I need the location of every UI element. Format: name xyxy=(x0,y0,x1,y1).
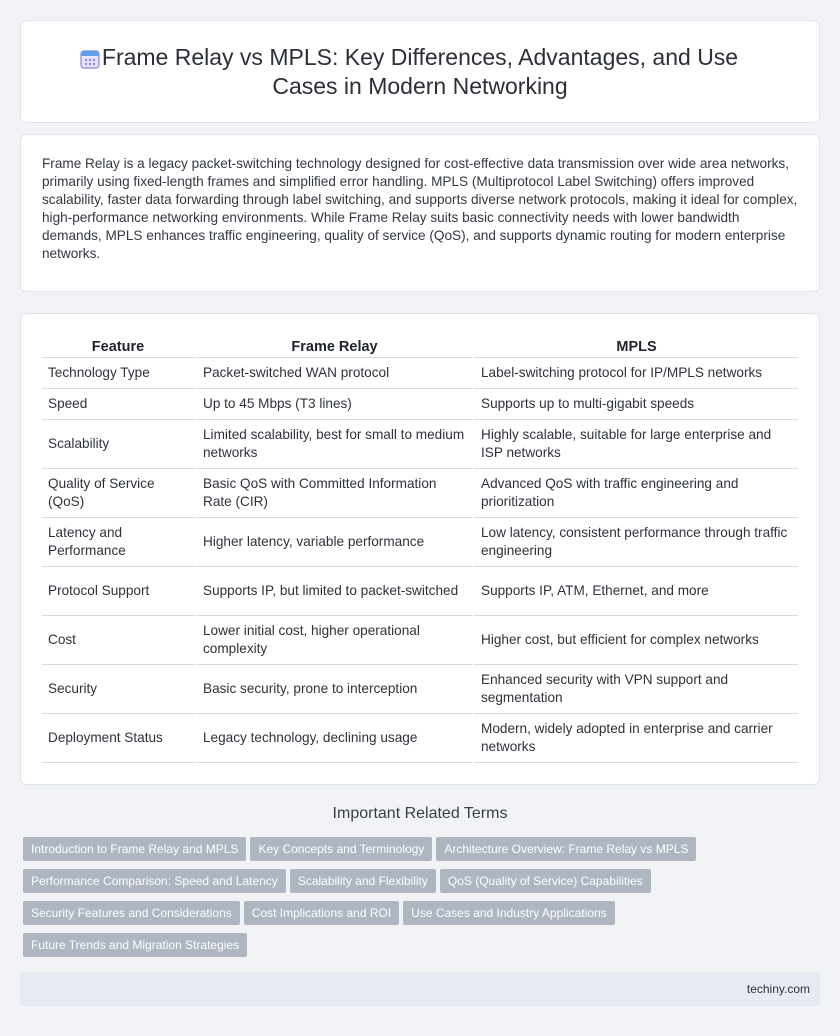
feature-cell: Technology Type xyxy=(42,358,194,389)
related-term-tag[interactable]: Scalability and Flexibility xyxy=(290,869,436,893)
column-header-feature: Feature xyxy=(42,334,194,358)
related-term-tag[interactable]: Key Concepts and Terminology xyxy=(250,837,432,861)
table-row xyxy=(42,665,798,714)
mpls-cell: Enhanced security with VPN support and segmentation xyxy=(472,665,798,714)
table-row xyxy=(42,714,798,763)
mpls-cell: Advanced QoS with traffic engineering and prioritization xyxy=(472,469,798,518)
feature-cell: Quality of Service (QoS) xyxy=(42,469,194,518)
mpls-cell: Low latency, consistent performance through traffic engineering xyxy=(472,518,798,567)
frame-relay-cell: Basic security, prone to interception xyxy=(194,665,472,714)
frame-relay-cell: Limited scalability, best for small to medium networks xyxy=(194,420,472,469)
comparison-table-card xyxy=(20,313,820,785)
mpls-cell: Supports up to multi-gigabit speeds xyxy=(472,389,798,420)
feature-cell: Latency and Performance xyxy=(42,518,194,567)
table-row xyxy=(42,616,798,665)
table-row xyxy=(42,420,798,469)
related-term-tag[interactable]: Architecture Overview: Frame Relay vs MPLS xyxy=(436,837,696,861)
frame-relay-cell: Packet-switched WAN protocol xyxy=(194,358,472,389)
frame-relay-cell: Higher latency, variable performance xyxy=(194,518,472,567)
table-row xyxy=(42,518,798,567)
frame-relay-cell: Lower initial cost, higher operational complexity xyxy=(194,616,472,665)
frame-relay-cell: Basic QoS with Committed Information Rate (CIR) xyxy=(194,469,472,518)
feature-cell: Scalability xyxy=(42,420,194,469)
column-header-frame-relay: Frame Relay xyxy=(194,334,472,358)
related-term-tag[interactable]: Security Features and Considerations xyxy=(23,901,240,925)
table-row xyxy=(42,358,798,389)
page-title: Frame Relay vs MPLS: Key Differences, Advantages, and Use Cases in Modern Networking xyxy=(101,44,739,99)
mpls-cell: Modern, widely adopted in enterprise and carrier networks xyxy=(472,714,798,763)
table-row xyxy=(42,469,798,518)
related-terms-heading: Important Related Terms xyxy=(332,805,508,822)
footer xyxy=(20,972,820,1006)
related-term-tag[interactable]: Future Trends and Migration Strategies xyxy=(23,933,247,957)
mpls-cell: Higher cost, but efficient for complex networks xyxy=(472,616,798,665)
related-term-tag[interactable]: Performance Comparison: Speed and Latency xyxy=(23,869,286,893)
mpls-cell: Label-switching protocol for IP/MPLS networks xyxy=(472,358,798,389)
related-terms-list xyxy=(23,837,803,965)
related-term-tag[interactable]: Use Cases and Industry Applications xyxy=(403,901,614,925)
intro-paragraph: Frame Relay is a legacy packet-switching technology designed for cost-effective data transmission over wide area networks, primarily using fixed-length frames and simplified error handling. MPLS (Multiprotocol Label Switching) offers improved scalability, faster data forwarding through label switching, and supports diverse network protocols, making it ideal for complex, high-performance networking environments. While Frame Relay suits basic connectivity needs with lower bandwidth demands, MPLS enhances traffic engineering, quality of service (QoS), and supports dynamic routing for modern enterprise networks. xyxy=(42,156,798,261)
column-header-mpls: MPLS xyxy=(472,334,798,358)
feature-cell: Security xyxy=(42,665,194,714)
header-card xyxy=(20,20,820,123)
frame-relay-cell: Supports IP, but limited to packet-switched xyxy=(194,567,472,616)
intro-card xyxy=(20,134,820,292)
comparison-table xyxy=(42,334,798,763)
feature-cell: Cost xyxy=(42,616,194,665)
frame-relay-cell: Up to 45 Mbps (T3 lines) xyxy=(194,389,472,420)
related-term-tag[interactable]: Cost Implications and ROI xyxy=(244,901,399,925)
feature-cell: Speed xyxy=(42,389,194,420)
feature-cell: Deployment Status xyxy=(42,714,194,763)
feature-cell: Protocol Support xyxy=(42,567,194,616)
table-row xyxy=(42,567,798,616)
footer-site-link[interactable]: techiny.com xyxy=(746,982,810,996)
related-term-tag[interactable]: Introduction to Frame Relay and MPLS xyxy=(23,837,246,861)
mpls-cell: Supports IP, ATM, Ethernet, and more xyxy=(472,567,798,616)
frame-relay-cell: Legacy technology, declining usage xyxy=(194,714,472,763)
mpls-cell: Highly scalable, suitable for large enterprise and ISP networks xyxy=(472,420,798,469)
table-header-row xyxy=(42,334,798,358)
table-row xyxy=(42,389,798,420)
related-term-tag[interactable]: QoS (Quality of Service) Capabilities xyxy=(440,869,651,893)
